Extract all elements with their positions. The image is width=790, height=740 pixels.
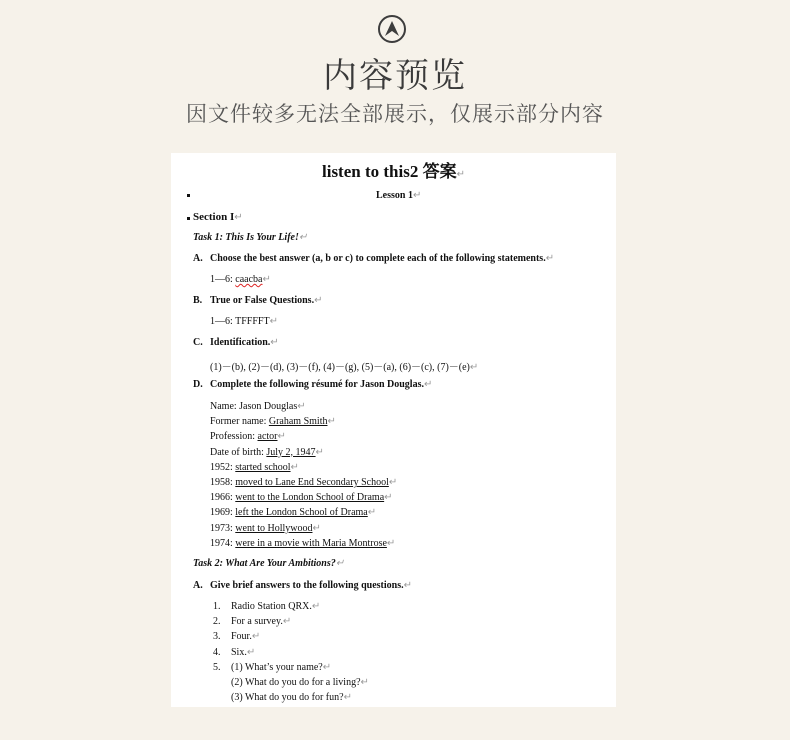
question-d: Complete the following résumé for Jason Douglas.↵ [210, 379, 433, 390]
resume-label: Name: [210, 401, 240, 412]
document-preview [171, 153, 616, 707]
page-title: 内容预览 [323, 56, 467, 96]
bullet-icon [187, 194, 190, 197]
question-c-answer: (1)－(b), (2)－(d), (3)－(f), (4)－(g), (5)－(a), (6)－(c), (7)－(e)↵ [210, 362, 479, 373]
bullet-icon [187, 217, 190, 220]
answer-text: Four.↵ [231, 631, 261, 643]
resume-label: 1952: [210, 461, 236, 473]
resume-line: Former name: Graham Smith↵ [210, 416, 336, 428]
resume-value: left the London School of Drama [235, 507, 368, 519]
question-b: True or False Questions.↵ [210, 295, 323, 306]
page-subtitle: 因文件较多无法全部展示，仅展示部分内容 [186, 102, 604, 126]
resume-label: Date of birth: [210, 446, 267, 458]
resume-label: Former name: [210, 416, 269, 428]
resume-value: July 2, 1947 [266, 446, 316, 458]
question-a-letter: A. [193, 253, 203, 264]
resume-line: 1966: went to the London School of Drama↵ [210, 492, 393, 504]
resume-label: 1969: [210, 507, 236, 519]
resume-label: Profession: [210, 431, 258, 443]
answer-number: 5. [213, 661, 221, 673]
question-b-letter: B. [193, 295, 203, 306]
resume-label: 1974: [210, 537, 236, 549]
lesson-heading: Lesson 1↵ [376, 190, 422, 201]
resume-line: Date of birth: July 2, 1947↵ [210, 446, 324, 458]
section-heading: Section I↵ [193, 211, 243, 223]
question-a: Choose the best answer (a, b or c) to complete each of the following statements.↵ [210, 253, 555, 264]
resume-value: started school [235, 461, 291, 473]
answer-number: 4. [213, 646, 221, 658]
resume-value: Graham Smith [268, 416, 328, 428]
resume-line: Name: Jason Douglas↵ [210, 401, 306, 412]
answer-text: For a survey.↵ [231, 616, 292, 628]
resume-line: 1974: were in a movie with Maria Montrose↵ [210, 537, 396, 549]
answer-number: 2. [213, 616, 221, 628]
resume-value: moved to Lane End Secondary School [235, 477, 389, 488]
resume-label: 1973: [210, 522, 236, 534]
preview-header [0, 0, 790, 150]
resume-value: Jason Douglas [239, 401, 298, 412]
question-a-answer: 1—6: caacba↵ [210, 274, 271, 285]
resume-value: went to Hollywood [235, 522, 313, 534]
answer-text: (2) What do you do for a living?↵ [231, 677, 369, 688]
answer-text: (3) What do you do for fun?↵ [231, 692, 352, 704]
task2-question-a-letter: A. [193, 580, 203, 591]
task1-heading: Task 1: This Is Your Life!↵ [193, 232, 308, 243]
resume-value: actor [257, 431, 278, 443]
question-b-answer: 1—6: TFFFFT↵ [210, 316, 278, 327]
resume-label: 1966: [210, 492, 236, 504]
question-c-letter: C. [193, 337, 203, 348]
answer-text: Six.↵ [231, 646, 256, 658]
question-d-letter: D. [193, 379, 203, 390]
task2-question-a: Give brief answers to the following questions.↵ [210, 580, 412, 591]
resume-value: were in a movie with Maria Montrose [235, 537, 387, 549]
resume-line: 1952: started school↵ [210, 461, 299, 473]
resume-value: went to the London School of Drama [235, 492, 385, 504]
answer-number: 3. [213, 631, 221, 643]
resume-label: 1958: [210, 477, 236, 488]
answer-text: Radio Station QRX.↵ [231, 601, 321, 612]
resume-line: 1969: left the London School of Drama↵ [210, 507, 377, 519]
resume-line: 1958: moved to Lane End Secondary School↵ [210, 477, 398, 488]
task2-heading: Task 2: What Are Your Ambitions?↵ [193, 558, 345, 569]
resume-line: Profession: actor↵ [210, 431, 286, 443]
doc-title: listen to this2 答案↵ [322, 162, 465, 181]
question-c: Identification.↵ [210, 337, 279, 348]
resume-line: 1973: went to Hollywood↵ [210, 522, 321, 534]
logo-arrow-icon [378, 15, 406, 43]
answer-number: 1. [213, 601, 221, 612]
answer-text: (1) What’s your name?↵ [231, 661, 332, 673]
